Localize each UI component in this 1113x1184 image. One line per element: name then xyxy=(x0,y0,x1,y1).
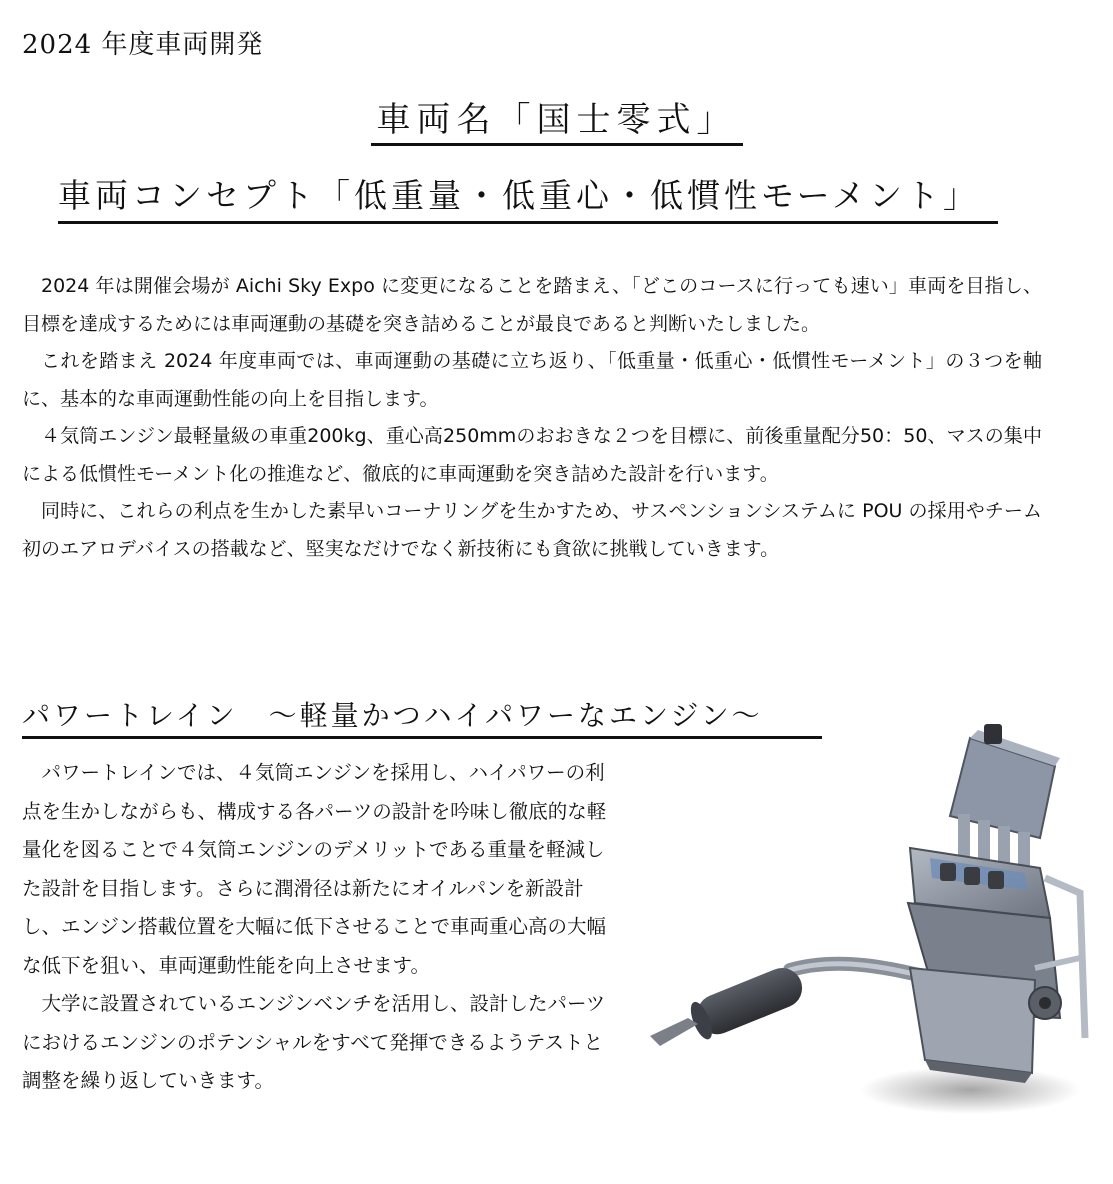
intro-paragraph: 2024 年は開催会場が Aichi Sky Expo に変更になることを踏まえ、「どこのコースに行っても速い」車両を目指し、目標を達成するためには車両運動の基礎を突き詰めることが最良であると判断いたしました。 xyxy=(22,275,1042,335)
engine-figure xyxy=(640,718,1100,1118)
intro-section xyxy=(22,268,1042,568)
vehicle-name: 車両名「国士零式」 xyxy=(371,92,743,146)
intro-paragraph: これを踏まえ 2024 年度車両では、車両運動の基礎に立ち返り、「低重量・低重心・低慣性モーメント」の３つを軸に、基本的な車両運動性能の向上を目指します。 xyxy=(22,350,1042,410)
engine-cad-icon xyxy=(640,718,1100,1118)
title-block xyxy=(0,92,1113,146)
intro-paragraph: ４気筒エンジン最軽量級の車重200kg、重心高250mmのおおきな２つを目標に、前後重量配分50：50、マスの集中による低慣性モーメント化の推進など、徹底的に車両運動を突き詰めた設計を行います。 xyxy=(22,425,1042,485)
powertrain-heading: パワートレイン ～軽量かつハイパワーなエンジン～ xyxy=(22,694,822,739)
vehicle-concept: 車両コンセプト「低重量・低重心・低慣性モーメント」 xyxy=(58,170,998,224)
concept-wrap xyxy=(58,170,998,224)
powertrain-paragraph: 大学に設置されているエンジンベンチを活用し、設計したパーツにおけるエンジンのポテンシャルをすべて発揮できるようテストと調整を繰り返していきます。 xyxy=(22,992,606,1092)
page-header: 2024 年度車両開発 xyxy=(22,30,264,60)
powertrain-text xyxy=(22,754,610,1101)
intro-paragraph: 同時に、これらの利点を生かした素早いコーナリングを生かすため、サスペンションシステムに POU の採用やチーム初のエアロデバイスの搭載など、堅実なだけでなく新技術にも貪欲に挑戦していきます。 xyxy=(22,500,1042,560)
powertrain-paragraph: パワートレインでは、４気筒エンジンを採用し、ハイパワーの利点を生かしながらも、構成する各パーツの設計を吟味し徹底的な軽量化を図ることで４気筒エンジンのデメリットである重量を軽減した設計を目指します。さらに潤滑径は新たにオイルパンを新設計し、エンジン搭載位置を大幅に低下させることで車両重心高の大幅な低下を狙い、車両運動性能を向上させます。 xyxy=(22,761,607,977)
